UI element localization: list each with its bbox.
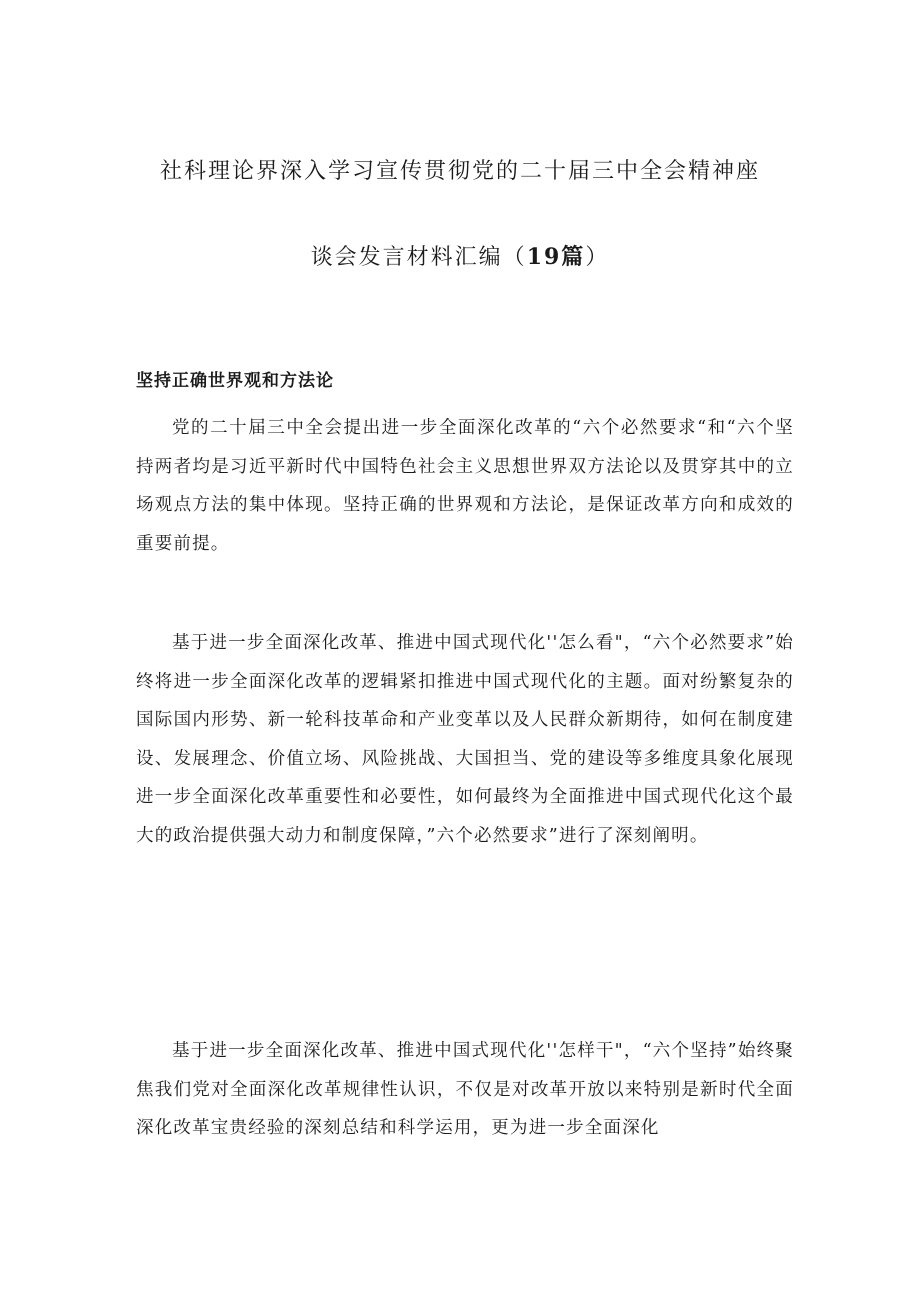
paragraph-1: 党的二十届三中全会提出进一步全面深化改革的“六个必然要求“和“六个坚持两者均是习近平新时代中国特色社会主义思想世界双方法论以及贯穿其中的立场观点方法的集中体现。坚持正确的世界观和方法论，是保证改革方向和成效的重要前提。	[136, 418, 794, 554]
title-line-2-suffix: ）	[585, 245, 610, 270]
paragraph-3: 基于进一步全面深化改革、推进中国式现代化''怎样干"，“六个坚持”始终聚焦我们党对全面深化改革规律性认识，不仅是对改革开放以来特别是新时代全面深化改革宝贵经验的深刻总结和科学运用，更为进一步全面深化	[136, 1041, 794, 1139]
section-heading: 坚持正确世界观和方法论	[136, 371, 334, 391]
document-title-line-1: 社科理论界深入学习宣传贯彻党的二十届三中全会精神座	[159, 159, 760, 184]
document-title-line-2	[0, 240, 920, 271]
title-article-count: 19篇	[526, 244, 586, 270]
title-line-2-prefix: 谈会发言材料汇编（	[310, 245, 527, 270]
paragraph-2: 基于进一步全面深化改革、推进中国式现代化''怎么看"，“六个必然要求”始终将进一步全面深化改革的逻辑紧扣推进中国式现代化的主题。面对纷繁复杂的国际国内形势、新一轮科技革命和产业变革以及人民群众新期待，如何在制度建设、发展理念、价值立场、风险挑战、大国担当、党的建设等多维度具象化展现进一步全面深化改革重要性和必要性，如何最终为全面推进中国式现代化这个最大的政治提供强大动力和制度保障，”六个必然要求”进行了深刻阐明。	[136, 633, 794, 846]
